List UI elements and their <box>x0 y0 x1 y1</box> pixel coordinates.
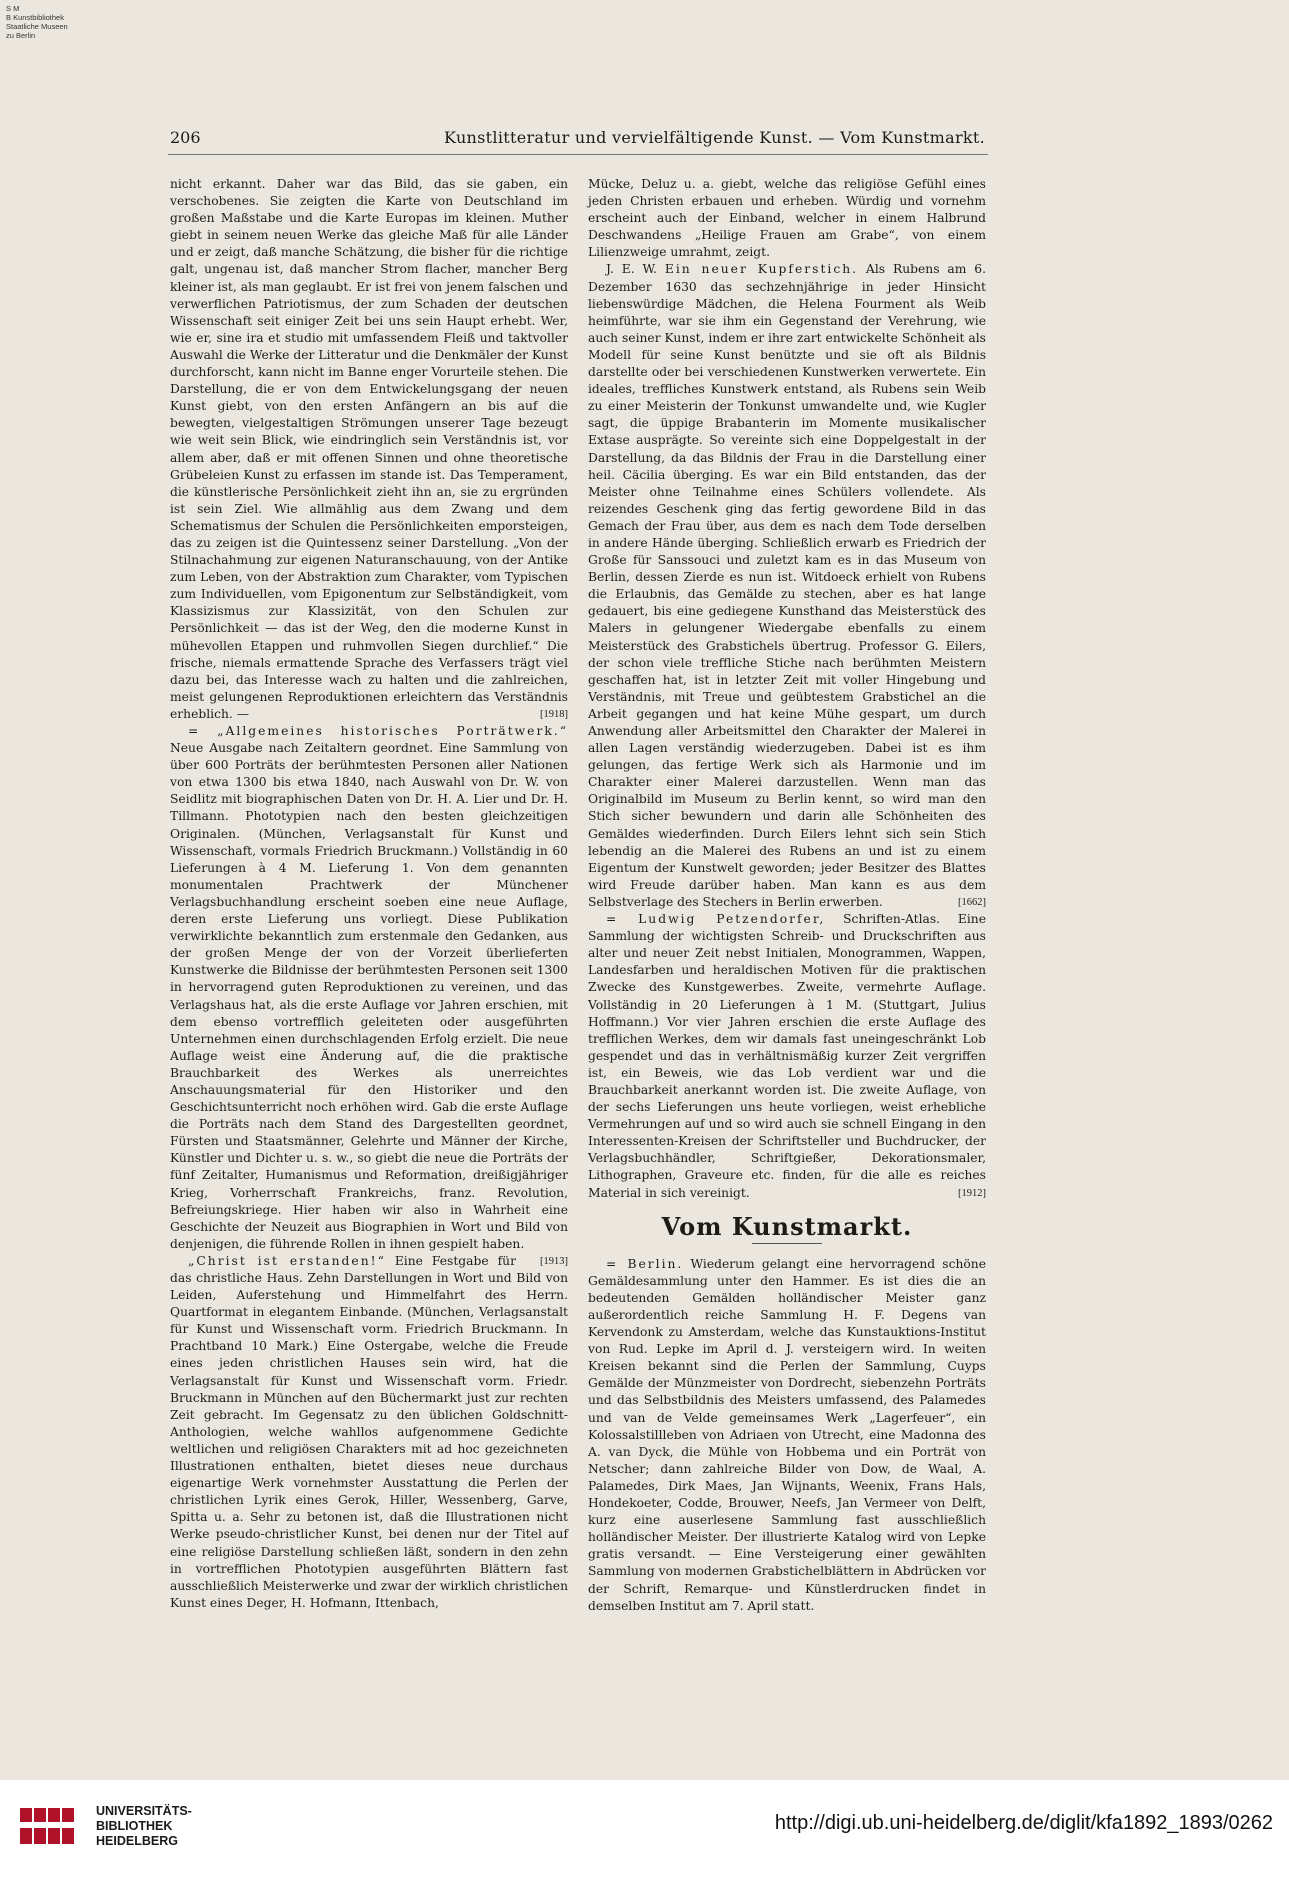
running-title: Kunstlitteratur und vervielfältigende Kunst. — Vom Kunstmarkt. <box>444 128 985 147</box>
reference-number: [1918] <box>540 708 568 720</box>
paragraph-text: Als Rubens am 6. Dezember 1630 das sechzehnjährige in jeder Hinsicht liebenswürdige Mädchen, die Helena Fourment als Weib heimführte, war sie ihm ein Gegenstand der Verehrung, wie auch seiner Kunst, indem er ihre zart entwickelte Schönheit als Modell für seine Kunst benützte und sie oft als Bildnis darstellte oder bei verschiedenen Kunstwerken verwertete. Ein ideales, treffliches Kunstwerk entstand, als Rubens sein Weib zu einer Meisterin der Tonkunst umwandelte und, wie Kugler sagt, die üppige Brabanterin im Momente musikalischer Extase ausprägte. So vereinte sich eine Doppelgestalt in der Darstellung, da das Bildnis der Frau in die Darstellung einer heil. Cäcilia überging. Es war ein Bild entstanden, das der Meister ohne Teilnahme eines Schülers vollendete. Als reizendes Geschenk ging das fertig gewordene Bild in das Gemach der Frau über, aus dem es nach dem Tode derselben in andere Hände überging. Schließlich erwarb es Friedrich der Große für Sanssouci und zuletzt kam es in das Museum von Berlin, dessen Zierde es nun ist. Witdoeck erhielt von Rubens die Erlaubnis, das Gemälde zu stechen, aber es hat lange gedauert, bis eine gediegene Kunsthand das Meisterstück des Malers in gelungener Wiedergabe ebenfalls zu einem Meisterstück des Grabstichels übertrug. Professor G. Eilers, der schon viele treffliche Stiche nach berühmten Meistern geschaffen hat, ist in letzter Zeit mit voller Hingebung und Verständnis, mit Treue und geübtestem Grabstichel an die Arbeit gegangen und hat keine Mühe gespart, um durch Anwendung aller Arbeitsmittel den Charakter der Malerei in allen Lagen verständig wiederzugeben. Dabei ist es ihm gelungen, das fertige Werk sich als Harmonie und im Charakter einer Malerei darzustellen. Wenn man das Originalbild im Museum zu Berlin kennt, so wird man den Stich sicher bewundern und darin alle Schönheiten des Gemäldes wiederfinden. Durch Eilers lehnt sich sein Stich lebendig an die Malerei des Rubens an und ist zu einem Eigentum der Kunstwelt geworden; jeder Besitzer des Blattes wird Freude darüber haben. Man kann es aus dem Selbstverlage des Stechers in Berlin erwerben. <box>588 262 987 909</box>
university-name <box>96 1804 192 1849</box>
source-url-link[interactable]: http://digi.ub.uni-heidelberg.de/diglit/kfa1892_1893/0262 <box>774 1812 1273 1834</box>
left-column <box>170 176 568 1612</box>
entry-title: = Ludwig Petzendorfer, <box>606 912 826 927</box>
paragraph-text: Neue Ausgabe nach Zeitaltern geordnet. Eine Sammlung von über 600 Porträts der berühmtesten Personen aller Nationen von etwa 1300 bis etwa 1840, nach Auswahl von Dr. W. von Seidlitz mit biographischen Daten von Dr. H. A. Lier und Dr. H. Tillmann. Phototypien nach den besten gleichzeitigen Originalen. (München, Verlagsanstalt für Kunst und Wissenschaft, vormals Friedrich Bruckmann.) Vollständig in 60 Lieferungen à 4 M. Lieferung 1. Von dem genannten monumentalen Prachtwerk der Münchener Verlagsbuchhandlung erscheint soeben eine neue Auflage, deren erste Lieferung uns vorliegt. Diese Publikation verwirklichte bekanntlich zum erstenmale den Gedanken, aus der großen Menge der von der Vorzeit überlieferten Kunstwerke die Bildnisse der berühmtesten Personen seit 1300 in hervorragend guten Reproduktionen zu vereinen, und das Verlagshaus hat, als die erste Auflage vor Jahren erschien, mit dem ebenso vortrefflich geleiteten oder ausgeführten Unternehmen einen durchschlagenden Erfolg erzielt. Die neue Auflage weist eine Änderung auf, die die praktische Brauchbarkeit des Werkes als unerreichtes Anschauungsmaterial für den Historiker und den Geschichtsunterricht noch erhöhen wird. Gab die erste Auflage die Porträts nach dem Stand des Dargestellten geordnet, Fürsten und Staatsmänner, Gelehrte und Männer der Kirche, Künstler und Dichter u. s. w., so giebt die neue die Porträts der fünf Zeitalter, Humanismus und Reformation, dreißigjähriger Krieg, Vorherrschaft Frankreichs, franz. Revolution, Befreiungskriege. Hier haben wir also in Wahrheit eine Geschichte der Neuzeit aus Biographien in Wort und Bild von denjenigen, die führende Rollen in ihnen gespielt haben. <box>170 741 568 1251</box>
section-heading: Vom Kunstmarkt. <box>661 1211 913 1241</box>
entry-title: = Berlin. <box>606 1256 684 1271</box>
stamp-line: B Kunstbibliothek <box>6 13 64 22</box>
paragraph <box>170 176 568 723</box>
footer-bar <box>0 1780 1289 1879</box>
page-header <box>170 128 985 150</box>
university-logo-icon <box>18 1804 78 1848</box>
reference-number: [1662] <box>958 896 986 908</box>
university-name-line: BIBLIOTHEK <box>96 1819 173 1833</box>
reference-number: [1912] <box>958 1187 986 1199</box>
reference-number: [1913] <box>540 1255 568 1267</box>
university-name-line: HEIDELBERG <box>96 1834 178 1848</box>
paragraph <box>588 911 986 1202</box>
paragraph <box>170 1253 568 1612</box>
paragraph-text: Wiederum gelangt eine hervorragend schöne Gemäldesammlung unter den Hammer. Es ist dies die an bedeutenden Gemälden holländischer Meister ganz außerordentlich reiche Sammlung H. F. Degens van Kervendonk zu Amsterdam, welche das Kunstauktions-Institut von Rud. Lepke im April d. J. versteigern wird. In weiten Kreisen bekannt sind die Perlen der Sammlung, Cuyps Gemälde der Münzmeister von Dordrecht, siebenzehn Porträts und das Selbstbildnis des Meisters umfassend, des Palamedes und van de Velde gemeinsames Werk „Lagerfeuer“, ein Kolossalstillleben von Adriaen von Utrecht, eine Madonna des A. van Dyck, die Mühle von Hobbema und ein Porträt von Netscher; dann zahlreiche Bilder von Dow, de Waal, A. Palamedes, Dirk Maes, Jan Wijnants, Weenix, Frans Hals, Hondekoeter, Codde, Brouwer, Neefs, Jan Vermeer von Delft, kurz eine auserlesene Sammlung fast ausschließlich holländischer Meister. Der illustrierte Katalog wird von Lepke gratis versandt. — Eine Versteigerung einer gewählten Sammlung von modernen Grabstichelblättern in Abdrücken vor der Schrift, Remarque- und Künstlerdrucken findet in demselben Institut am 7. April statt. <box>588 1256 986 1613</box>
paragraph-text: nicht erkannt. Daher war das Bild, das sie gaben, ein verschobenes. Sie zeigten die Karte von Deutschland im großen Maßstabe und die Karte Europas im kleinen. Muther giebt in seinem neuen Werke das gleiche Maß für alle Länder und er zeigt, daß manche Schätzung, die bisher für die richtige galt, ungenau ist, daß mancher Strom flacher, mancher Berg kleiner ist, als man geglaubt. Er ist frei von jenem falschen und verwerflichen Patriotismus, der zum Schaden der deutschen Wissenschaft seit einiger Zeit bei uns sein Haupt erhebt. Wer, wie er, sine ira et studio mit umfassendem Fleiß und taktvoller Auswahl die Werke der Litteratur und die Denkmäler der Kunst durchforscht, kann nicht im Banne enger Vorurteile stehen. Die Darstellung, die er von dem Entwickelungsgang der neuen Kunst giebt, von den ersten Anfängern an bis auf die bewegten, vielgestaltigen Strömungen unserer Tage bezeugt wie weit sein Blick, wie eindringlich sein Verständnis ist, vor allem aber, daß er mit offenen Sinnen und ohne theoretische Grübeleien Kunst zu erfassen im stande ist. Das Temperament, die künstlerische Persönlichkeit zieht ihn an, sie zu ergründen ist sein Ziel. Wie allmählig aus dem Zwang und dem Schematismus der Schulen die Persönlichkeiten emporsteigen, das zu zeigen ist die Quintessenz seiner Darstellung. „Von der Stilnachahmung zur eigenen Naturanschauung, von der Antike zum Leben, von der Abstraktion zum Charakter, vom Typischen zum Individuellen, vom Epigonentum zur Selbständigkeit, vom Klassizismus zur Klassizität, von den Schulen zur Persönlichkeit — das ist der Weg, den die moderne Kunst in mühevollen Etappen und ruhmvollen Siegen durchlief.“ Die frische, niemals ermattende Sprache des Verfassers trägt viel dazu bei, das Interesse wach zu halten und die zahlreichen, meist gelungenen Reproduktionen erleichtern das Verständnis erheblich. — <box>170 177 568 721</box>
right-column <box>588 176 986 1615</box>
entry-title: Ein neuer Kupferstich. <box>664 262 859 277</box>
paragraph <box>588 261 986 911</box>
paragraph-text: Schriften-Atlas. Eine Sammlung der wichtigsten Schreib- und Druckschriften aus alter und neuer Zeit nebst Initialen, Monogrammen, Wappen, Landesfarben und heraldischen Motiven für die praktischen Zwecke des Kunstgewerbes. Zweite, vermehrte Auflage. Vollständig in 20 Lieferungen à 1 M. (Stuttgart, Julius Hoffmann.) Vor vier Jahren erschien die erste Auflage des trefflichen Werkes, dem wir damals fast uneingeschränkt Lob gespendet und das in verhältnismäßig kurzer Zeit vergriffen ist, ein Beweis, wie das Lob verdient war und die Brauchbarkeit anerkannt worden ist. Die zweite Auflage, von der sechs Lieferungen uns heute vorliegen, weist erhebliche Vermehrungen auf und so wird auch sie schnell Eingang in den Interessenten-Kreisen der Schriftsteller und Buchdrucker, der Verlagsbuchhändler, Schriftgießer, Dekorationsmaler, Lithographen, Graveure etc. finden, für die alle es reiches Material in sich vereinigt. <box>588 912 986 1200</box>
stamp-line: zu Berlin <box>6 31 36 40</box>
header-rule <box>168 154 988 155</box>
heading-rule <box>752 1243 822 1244</box>
paragraph <box>588 176 986 261</box>
entry-title: „Christ ist erstanden!“ <box>188 1253 386 1268</box>
author-signature: J. E. W. <box>606 262 657 277</box>
university-name-line: UNIVERSITÄTS- <box>96 1804 192 1818</box>
stamp-line: Staatliche Museen <box>6 22 68 31</box>
paragraph-text: Eine Festgabe für das christliche Haus. Zehn Darstellungen in Wort und Bild von Leiden, Auferstehung und Himmelfahrt des Herrn. Quartformat in elegantem Einbande. (München, Verlagsanstalt für Kunst und Wissenschaft vorm. Friedrich Bruckmann. In Prachtband 10 Mark.) Eine Ostergabe, welche die Freude eines jeden christlichen Hauses sein wird, hat die Verlagsanstalt für Kunst und Wissenschaft vorm. Friedr. Bruckmann in München auf den Büchermarkt just zur rechten Zeit gebracht. Im Gegensatz zu den üblichen Goldschnitt-Anthologien, welche wahllos aufgenommene Gedichte weltlichen und religiösen Charakters mit ad hoc gezeichneten Illustrationen enthalten, bietet dieses neue durchaus eigenartige Werk vornehmster Ausstattung die Perlen der christlichen Lyrik eines Gerok, Hiller, Wessenberg, Garve, Spitta u. a. Sehr zu betonen ist, daß die Illustrationen nicht Werke pseudo-christlicher Kunst, bei denen nur der Titel auf eine religiöse Darstellung schließen läßt, sondern in den zehn in vortrefflichen Phototypien ausgeführten Blättern fast ausschließlich Meisterwerke und zwar der wirklich christlichen Kunst eines Deger, H. Hofmann, Ittenbach, <box>170 1253 568 1610</box>
stamp-line: S M <box>6 4 20 13</box>
paragraph <box>588 1256 986 1615</box>
entry-title: = „Allgemeines historisches Porträtwerk.“ <box>188 724 568 738</box>
library-stamp <box>6 4 68 40</box>
page-number: 206 <box>170 128 201 147</box>
paragraph-text: Mücke, Deluz u. a. giebt, welche das religiöse Gefühl eines jeden Christen erbauen und erheben. Würdig und vornehm erscheint auch der Einband, welcher in einem Halbrund Deschwandens „Heilige Frauen am Grabe“, von einem Lilienzweige umrahmt, zeigt. <box>588 177 986 260</box>
